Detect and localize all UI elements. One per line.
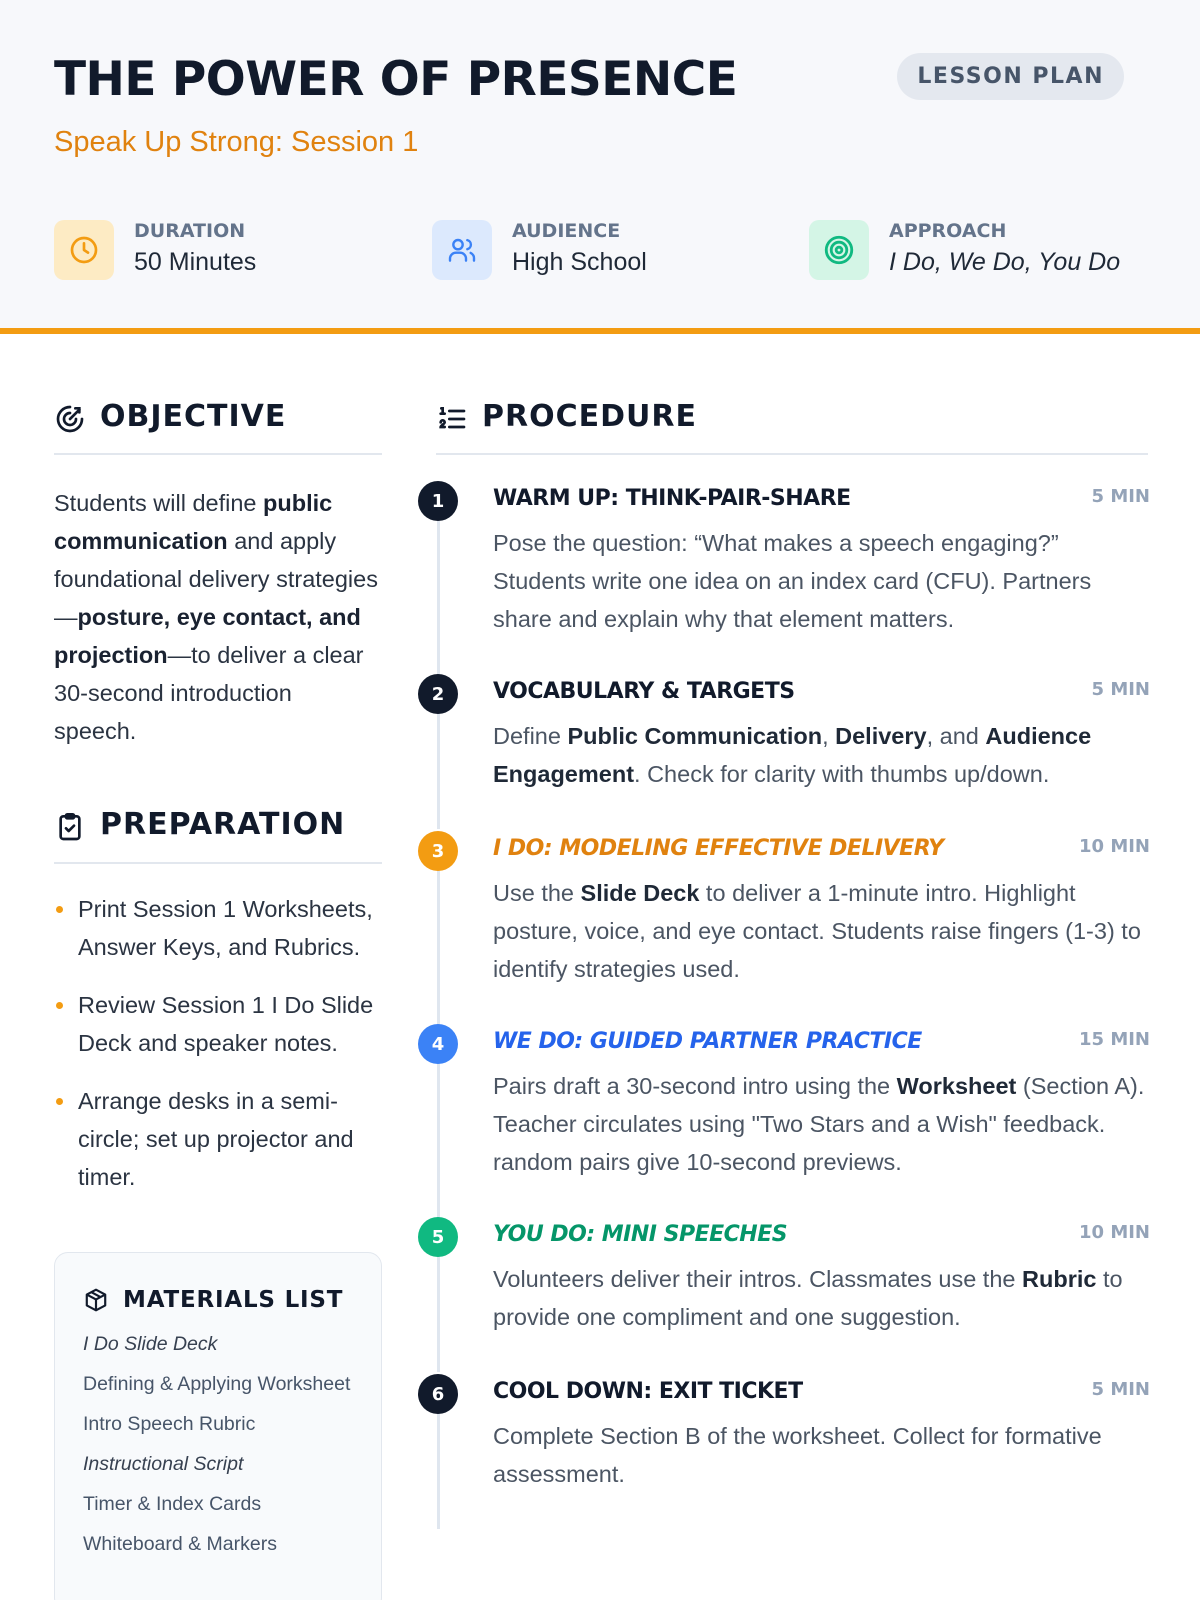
meta-approach <box>809 220 1149 280</box>
list-item: Review Session 1 I Do Slide Deck and speaker notes. <box>54 986 384 1062</box>
users-icon <box>432 220 492 280</box>
step-description: Volunteers deliver their intros. Classmates use the Rubric to provide one compliment and one suggestion. <box>493 1266 1123 1330</box>
step-title: VOCABULARY & TARGETS <box>493 679 795 704</box>
step-title: WARM UP: THINK-PAIR-SHARE <box>493 486 851 511</box>
step-number: 6 <box>418 1374 458 1414</box>
materials-card <box>54 1252 382 1600</box>
step-number: 1 <box>418 481 458 521</box>
timeline-line <box>437 1413 440 1529</box>
preparation-heading <box>54 803 384 853</box>
preparation-list <box>54 890 384 1216</box>
meta-value: I Do, We Do, You Do <box>889 248 1121 276</box>
package-icon <box>83 1287 109 1313</box>
step-description: Define Public Communication, Delivery, and Audience Engagement. Check for clarity with thumbs up/down. <box>493 723 1092 787</box>
divider <box>54 862 382 864</box>
divider <box>54 453 382 455</box>
lesson-plan-badge: LESSON PLAN <box>897 53 1124 100</box>
section-title: OBJECTIVE <box>100 399 287 434</box>
list-ordered-icon <box>436 403 468 435</box>
step-duration: 15 MIN <box>1079 1029 1150 1050</box>
emphasis-text: Rubric <box>1022 1266 1097 1292</box>
step-number: 5 <box>418 1217 458 1257</box>
meta-label: DURATION <box>134 220 246 242</box>
step-number: 2 <box>418 674 458 714</box>
section-title: PREPARATION <box>100 807 346 842</box>
step-duration: 5 MIN <box>1091 679 1150 700</box>
meta-value: High School <box>512 248 647 276</box>
materials-list <box>83 1331 363 1571</box>
step-duration: 5 MIN <box>1091 486 1150 507</box>
step-title: I DO: MODELING EFFECTIVE DELIVERY <box>493 836 944 861</box>
target-icon <box>809 220 869 280</box>
step-description: Pairs draft a 30-second intro using the Worksheet (Section A). Teacher circulates using "Two Stars and a Wish" feedback. random pairs give 10-second previews. <box>493 1073 1145 1175</box>
step-duration: 5 MIN <box>1091 1379 1150 1400</box>
list-item: Print Session 1 Worksheets, Answer Keys, and Rubrics. <box>54 890 384 966</box>
meta-value: 50 Minutes <box>134 248 257 276</box>
page-subtitle: Speak Up Strong: Session 1 <box>54 126 419 158</box>
list-item: Instructional Script <box>83 1453 244 1475</box>
section-title: PROCEDURE <box>482 399 697 434</box>
emphasis-text: Public Communication <box>567 723 823 749</box>
list-item: Timer & Index Cards <box>83 1493 262 1515</box>
meta-label: APPROACH <box>889 220 1007 242</box>
meta-duration <box>54 220 354 280</box>
page-title: THE POWER OF PRESENCE <box>54 52 738 107</box>
emphasis-text: posture, eye contact, and projection <box>54 604 361 668</box>
list-item: Arrange desks in a semi-circle; set up projector and timer. <box>54 1082 384 1196</box>
timeline-line <box>437 1063 440 1219</box>
step-title: COOL DOWN: EXIT TICKET <box>493 1379 803 1404</box>
emphasis-text: Delivery <box>835 723 927 749</box>
emphasis-text: public communication <box>54 490 333 554</box>
clipboard-icon <box>54 811 86 843</box>
objective-heading <box>54 395 384 445</box>
procedure-heading <box>436 395 1136 445</box>
list-item: Whiteboard & Markers <box>83 1533 277 1555</box>
step-title: WE DO: GUIDED PARTNER PRACTICE <box>493 1029 922 1054</box>
emphasis-text: Worksheet <box>896 1073 1017 1099</box>
step-number: 3 <box>418 831 458 871</box>
step-title: YOU DO: MINI SPEECHES <box>493 1222 788 1247</box>
clock-icon <box>54 220 114 280</box>
timeline-line <box>437 870 440 1026</box>
objective-text: Students will define public communication and apply foundational delivery strategies—posture, eye contact, and projection—to deliver a clear 30-second introduction speech. <box>54 490 378 744</box>
divider <box>436 453 1148 455</box>
timeline-line <box>437 520 440 680</box>
emphasis-text: Audience Engagement <box>493 723 1092 787</box>
list-item: Intro Speech Rubric <box>83 1413 256 1435</box>
list-item: I Do Slide Deck <box>83 1333 218 1355</box>
goal-icon <box>54 403 86 435</box>
step-number: 4 <box>418 1024 458 1064</box>
meta-audience <box>432 220 732 280</box>
section-title: MATERIALS LIST <box>123 1287 344 1313</box>
step-description: Pose the question: “What makes a speech engaging?” Students write one idea on an index card (CFU). Partners share and explain why that element matters. <box>493 530 1092 632</box>
timeline-line <box>437 1256 440 1372</box>
emphasis-text: Slide Deck <box>580 880 700 906</box>
list-item: Defining & Applying Worksheet <box>83 1373 351 1395</box>
timeline-line <box>437 713 440 829</box>
step-description: Use the Slide Deck to deliver a 1-minute intro. Highlight posture, voice, and eye contact. Students raise fingers (1-3) to identify strategies used. <box>493 880 1141 982</box>
step-duration: 10 MIN <box>1079 836 1150 857</box>
header <box>0 0 1200 334</box>
meta-label: AUDIENCE <box>512 220 621 242</box>
step-description: Complete Section B of the worksheet. Collect for formative assessment. <box>493 1423 1102 1487</box>
step-duration: 10 MIN <box>1079 1222 1150 1243</box>
